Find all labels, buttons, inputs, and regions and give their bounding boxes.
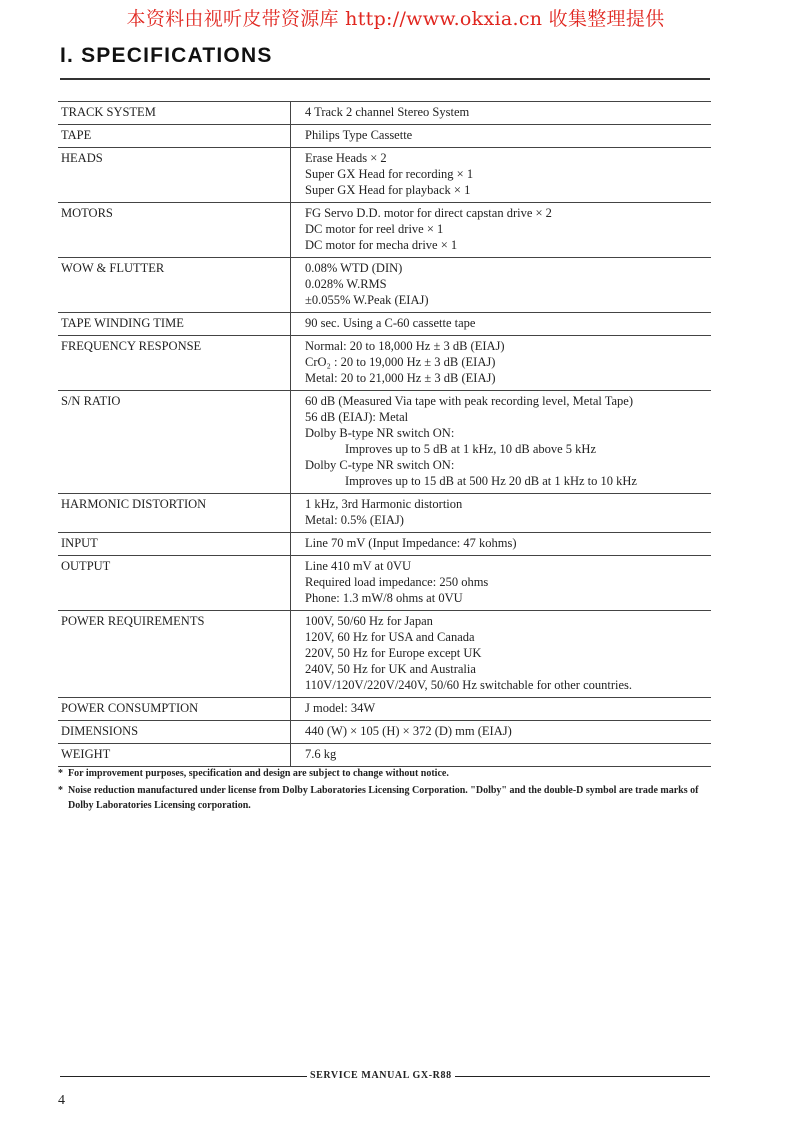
spec-value [291, 698, 712, 721]
spec-value-line: Phone: 1.3 mW/8 ohms at 0VU [305, 591, 463, 605]
page-footer [60, 1071, 710, 1083]
footnote-text: Noise reduction manufactured under license from Dolby Laboratories Licensing Corporation. "Dolby" and the double-D symbol are trade marks of Dolby Laboratories Licensing corporation. [68, 785, 699, 811]
spec-label: S/N RATIO [58, 391, 291, 494]
spec-value-line: 100V, 50/60 Hz for Japan [305, 614, 433, 628]
spec-value-line: ±0.055% W.Peak (EIAJ) [305, 293, 429, 307]
spec-value [291, 102, 712, 125]
footnote [58, 766, 713, 781]
spec-row [58, 313, 711, 336]
spec-value-line: 120V, 60 Hz for USA and Canada [305, 630, 475, 644]
spec-value-line: Metal: 20 to 21,000 Hz ± 3 dB (EIAJ) [305, 371, 496, 385]
spec-label: OUTPUT [58, 556, 291, 611]
spec-row [58, 102, 711, 125]
footnote-marker: * [58, 785, 63, 796]
spec-label: MOTORS [58, 203, 291, 258]
spec-label: TAPE [58, 125, 291, 148]
spec-label: WEIGHT [58, 744, 291, 767]
spec-row [58, 148, 711, 203]
spec-value-line: 440 (W) × 105 (H) × 372 (D) mm (EIAJ) [305, 724, 512, 738]
spec-value-line: 220V, 50 Hz for Europe except UK [305, 646, 482, 660]
spec-row [58, 391, 711, 494]
spec-row [58, 494, 711, 533]
spec-row [58, 721, 711, 744]
spec-value-line: Super GX Head for recording × 1 [305, 167, 474, 181]
footnotes [58, 766, 713, 815]
footnote-marker: * [58, 768, 63, 779]
page-number: 4 [58, 1093, 65, 1108]
spec-value-line: Line 410 mV at 0VU [305, 559, 412, 573]
spec-label: TAPE WINDING TIME [58, 313, 291, 336]
spec-label: WOW & FLUTTER [58, 258, 291, 313]
spec-label: POWER REQUIREMENTS [58, 611, 291, 698]
page-title: I. SPECIFICATIONS [60, 44, 273, 67]
title-divider [60, 78, 710, 80]
watermark-banner: 本资料由视听皮带资源库 http://www.okxia.cn 收集整理提供 [126, 8, 665, 30]
spec-value [291, 313, 712, 336]
footnote [58, 783, 713, 813]
spec-value [291, 148, 712, 203]
spec-value-line: Line 70 mV (Input Impedance: 47 kohms) [305, 536, 517, 550]
spec-value [291, 336, 712, 391]
spec-value [291, 611, 712, 698]
spec-value-line: Metal: 0.5% (EIAJ) [305, 513, 404, 527]
spec-value-line: Philips Type Cassette [305, 128, 413, 142]
spec-value-line: 0.028% W.RMS [305, 277, 387, 291]
spec-value [291, 391, 712, 494]
spec-value [291, 744, 712, 767]
spec-value-line: 90 sec. Using a C-60 cassette tape [305, 316, 476, 330]
spec-value-line: Required load impedance: 250 ohms [305, 575, 489, 589]
spec-row [58, 611, 711, 698]
spec-value-line: 60 dB (Measured Via tape with peak recording level, Metal Tape) [305, 394, 634, 408]
spec-value-line: 0.08% WTD (DIN) [305, 261, 403, 275]
spec-value-line: J model: 34W [305, 701, 376, 715]
spec-value-line: 7.6 kg [305, 747, 337, 761]
footnote-text: For improvement purposes, specification and design are subject to change without notice. [68, 768, 449, 779]
spec-value-line: DC motor for mecha drive × 1 [305, 238, 458, 252]
footer-title: SERVICE MANUAL GX-R88 [307, 1070, 455, 1081]
spec-value-line: FG Servo D.D. motor for direct capstan drive × 2 [305, 206, 552, 220]
specifications-table [58, 101, 711, 767]
spec-value [291, 125, 712, 148]
spec-value-line: 56 dB (EIAJ): Metal [305, 410, 409, 424]
spec-row [58, 698, 711, 721]
spec-label: INPUT [58, 533, 291, 556]
spec-row [58, 203, 711, 258]
spec-label: FREQUENCY RESPONSE [58, 336, 291, 391]
spec-label: HARMONIC DISTORTION [58, 494, 291, 533]
spec-value-line: CrO₂ : 20 to 19,000 Hz ± 3 dB (EIAJ) [305, 355, 496, 369]
spec-value [291, 556, 712, 611]
spec-value-line: 1 kHz, 3rd Harmonic distortion [305, 497, 463, 511]
spec-value-line: 110V/120V/220V/240V, 50/60 Hz switchable for other countries. [305, 678, 633, 692]
spec-value-line: Dolby B-type NR switch ON: [305, 426, 455, 440]
spec-value-line: Normal: 20 to 18,000 Hz ± 3 dB (EIAJ) [305, 339, 505, 353]
spec-row [58, 533, 711, 556]
spec-label: DIMENSIONS [58, 721, 291, 744]
spec-value-line: 240V, 50 Hz for UK and Australia [305, 662, 476, 676]
spec-value-line: Dolby C-type NR switch ON: [305, 458, 455, 472]
spec-value [291, 494, 712, 533]
spec-row [58, 125, 711, 148]
spec-value [291, 203, 712, 258]
spec-label: TRACK SYSTEM [58, 102, 291, 125]
spec-label: HEADS [58, 148, 291, 203]
spec-value-line: Super GX Head for playback × 1 [305, 183, 471, 197]
spec-value [291, 721, 712, 744]
spec-label: POWER CONSUMPTION [58, 698, 291, 721]
spec-row [58, 258, 711, 313]
spec-value-line: Improves up to 5 dB at 1 kHz, 10 dB above 5 kHz [345, 442, 597, 456]
spec-row [58, 556, 711, 611]
spec-row [58, 744, 711, 767]
spec-value [291, 533, 712, 556]
spec-value-line: Improves up to 15 dB at 500 Hz 20 dB at 1 kHz to 10 kHz [345, 474, 637, 488]
spec-value-line: Erase Heads × 2 [305, 151, 387, 165]
spec-value-line: 4 Track 2 channel Stereo System [305, 105, 470, 119]
spec-value-line: DC motor for reel drive × 1 [305, 222, 444, 236]
spec-row [58, 336, 711, 391]
spec-value [291, 258, 712, 313]
